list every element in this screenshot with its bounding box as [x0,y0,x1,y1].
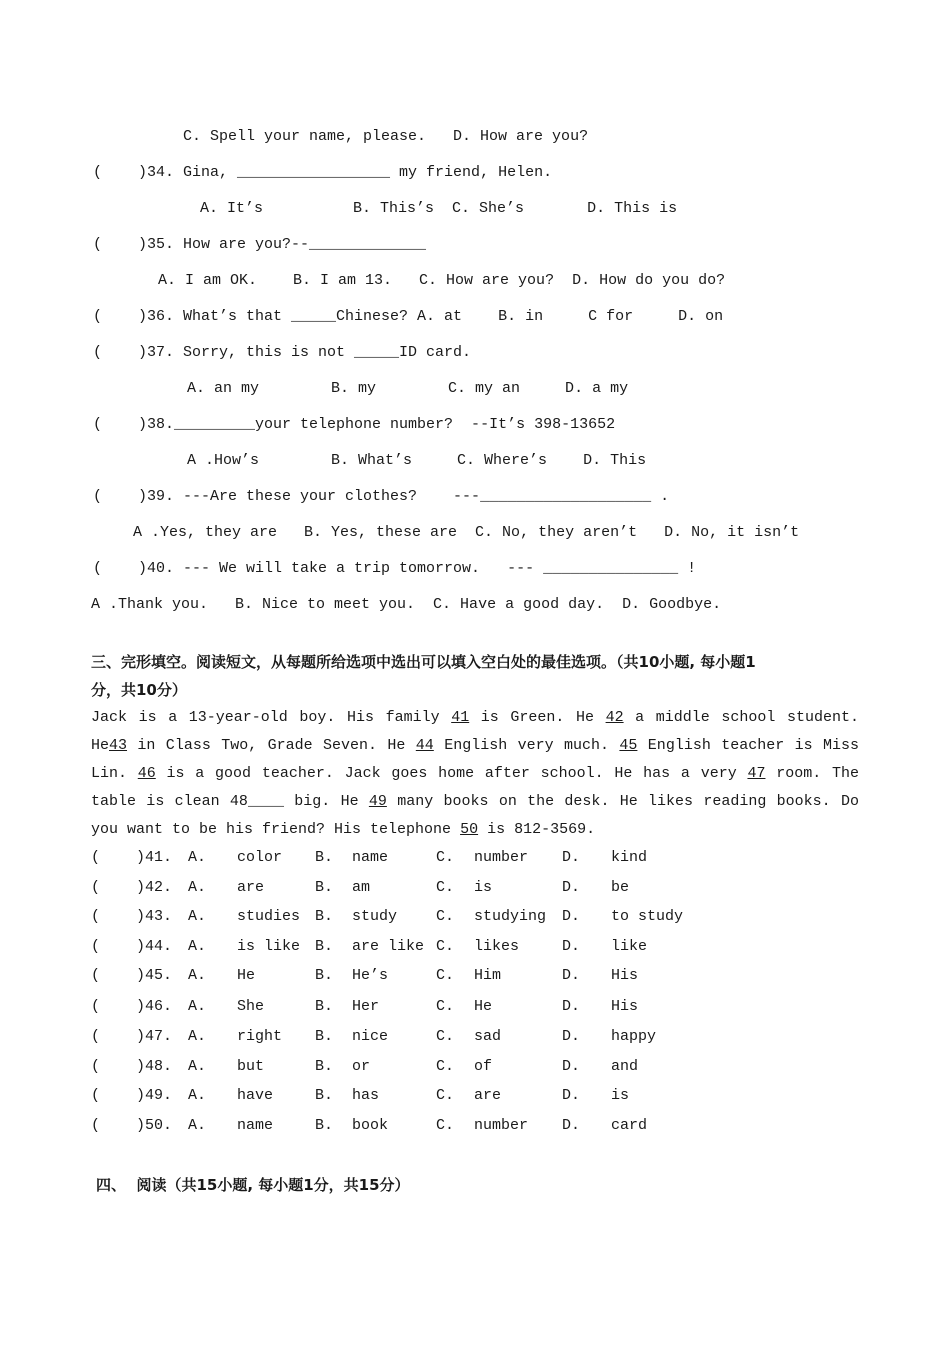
mc-options-34: A. It’s B. This’s C. She’s D. This is [200,200,678,217]
question-number: ( )48. [91,1058,173,1075]
mc-question-38: ( )38._________your telephone number? --It’s 398-13652 [93,416,616,433]
option-bv: name [352,849,389,866]
option-cv: studying [474,908,547,925]
passage-text: big. He [283,793,369,810]
option-dv: and [611,1058,639,1075]
option-bv: are like [352,938,425,955]
option-cv: are [474,1087,502,1104]
option-c: C. [436,1087,455,1104]
option-cv: sad [474,1028,502,1045]
option-a: A. [188,967,207,984]
section3-heading-line1: 三、完形填空。阅读短文，从每题所给选项中选出可以填入空白处的最佳选项。（共10小题, 每小题1 [91,653,756,671]
option-d: D. [562,849,581,866]
option-bv: nice [352,1028,389,1045]
option-bv: He’s [352,967,389,984]
option-cv: of [474,1058,493,1075]
option-av: name [237,1117,274,1134]
option-av: but [237,1058,265,1075]
option-a: A. [188,1087,207,1104]
blank-46: 46 [137,765,156,782]
option-d: D. [562,1117,581,1134]
cloze-passage [91,704,859,844]
option-d: D. [562,1028,581,1045]
section3-heading-line2: 分，共10分） [91,681,187,699]
option-d: D. [562,1087,581,1104]
passage-text: Jack is a 13-year-old boy. His family [91,709,452,726]
option-av: right [237,1028,283,1045]
section4-heading: 四、 阅读（共15小题, 每小题1分，共15分） [96,1176,410,1194]
option-d: D. [562,938,581,955]
option-cv: Him [474,967,502,984]
blank-47: 47 [747,765,766,782]
option-av: He [237,967,256,984]
option-cv: number [474,849,529,866]
option-c: C. [436,879,455,896]
option-bv: am [352,879,371,896]
mc-question-36: ( )36. What’s that _____Chinese? A. at B. in C for D. on [93,308,724,325]
passage-text: many books on the desk. He likes reading books. Do you want to be his friend? His telephone [91,793,859,838]
question-number: ( )50. [91,1117,173,1134]
option-bv: study [352,908,398,925]
question-number: ( )43. [91,908,173,925]
blank-49: 49 [368,793,387,810]
option-dv: to study [611,908,684,925]
passage-text: is 812-3569. [478,821,596,838]
blank-42: 42 [605,709,624,726]
option-b: B. [315,938,334,955]
option-dv: kind [611,849,648,866]
option-a: A. [188,1058,207,1075]
mc-options-38: A .How’s B. What’s C. Where’s D. This [187,452,647,469]
mc-question-35: ( )35. How are you?--_____________ [93,236,427,253]
option-dv: like [611,938,648,955]
option-bv: book [352,1117,389,1134]
passage-text: English teacher is Miss Lin. [91,737,860,782]
question-number: ( )45. [91,967,173,984]
option-av: color [237,849,283,866]
option-dv: His [611,998,639,1015]
option-d: D. [562,879,581,896]
option-d: D. [562,967,581,984]
option-av: is like [237,938,301,955]
option-cv: number [474,1117,529,1134]
option-a: A. [188,1028,207,1045]
option-dv: be [611,879,630,896]
option-av: studies [237,908,301,925]
question-number: ( )46. [91,998,173,1015]
passage-text: is Green. He [469,709,606,726]
option-b: B. [315,879,334,896]
question-number: ( )42. [91,879,173,896]
option-av: are [237,879,265,896]
option-cv: He [474,998,493,1015]
option-c: C. [436,1058,455,1075]
option-c: C. [436,908,455,925]
option-a: A. [188,938,207,955]
mc-question-37: ( )37. Sorry, this is not _____ID card. [93,344,472,361]
option-dv: His [611,967,639,984]
option-d: D. [562,998,581,1015]
option-av: have [237,1087,274,1104]
blank-48: ____ [247,793,284,810]
blank-44: 44 [415,737,434,754]
option-d: D. [562,1058,581,1075]
mc-options-39: A .Yes, they are B. Yes, these are C. No, they aren’t D. No, it isn’t [133,524,800,541]
option-a: A. [188,1117,207,1134]
option-dv: card [611,1117,648,1134]
option-a: A. [188,879,207,896]
passage-text: a middle school student. He [91,709,859,754]
option-dv: is [611,1087,630,1104]
mc-options-35: A. I am OK. B. I am 13. C. How are you? D. How do you do? [158,272,726,289]
blank-50: 50 [460,821,479,838]
mc-line: C. Spell your name, please. D. How are you? [183,128,589,145]
option-b: B. [315,967,334,984]
option-bv: Her [352,998,380,1015]
option-b: B. [315,1028,334,1045]
option-c: C. [436,998,455,1015]
option-cv: likes [474,938,520,955]
passage-text: English very much. [433,737,620,754]
mc-question-40: ( )40. --- We will take a trip tomorrow. --- _______________ ! [93,560,697,577]
option-c: C. [436,849,455,866]
option-b: B. [315,849,334,866]
option-c: C. [436,1117,455,1134]
option-bv: or [352,1058,371,1075]
option-c: C. [436,967,455,984]
option-a: A. [188,998,207,1015]
question-number: ( )41. [91,849,173,866]
question-number: ( )44. [91,938,173,955]
blank-43: 43 [109,737,128,754]
option-av: She [237,998,265,1015]
option-c: C. [436,1028,455,1045]
passage-text: room. The table is clean 48 [91,765,859,810]
passage-text: in Class Two, Grade Seven. He [127,737,416,754]
option-b: B. [315,1087,334,1104]
option-b: B. [315,998,334,1015]
option-a: A. [188,908,207,925]
option-c: C. [436,938,455,955]
mc-question-39: ( )39. ---Are these your clothes? ---___________________ . [93,488,670,505]
mc-options-40: A .Thank you. B. Nice to meet you. C. Have a good day. D. Goodbye. [91,596,722,613]
question-number: ( )47. [91,1028,173,1045]
option-cv: is [474,879,493,896]
option-a: A. [188,849,207,866]
mc-question-34: ( )34. Gina, _________________ my friend, Helen. [93,164,553,181]
blank-41: 41 [451,709,470,726]
option-b: B. [315,908,334,925]
question-number: ( )49. [91,1087,173,1104]
blank-45: 45 [619,737,638,754]
option-d: D. [562,908,581,925]
passage-text: is a good teacher. Jack goes home after school. He has a very [155,765,748,782]
mc-options-37: A. an my B. my C. my an D. a my [187,380,629,397]
option-b: B. [315,1058,334,1075]
option-dv: happy [611,1028,657,1045]
option-bv: has [352,1087,380,1104]
option-b: B. [315,1117,334,1134]
